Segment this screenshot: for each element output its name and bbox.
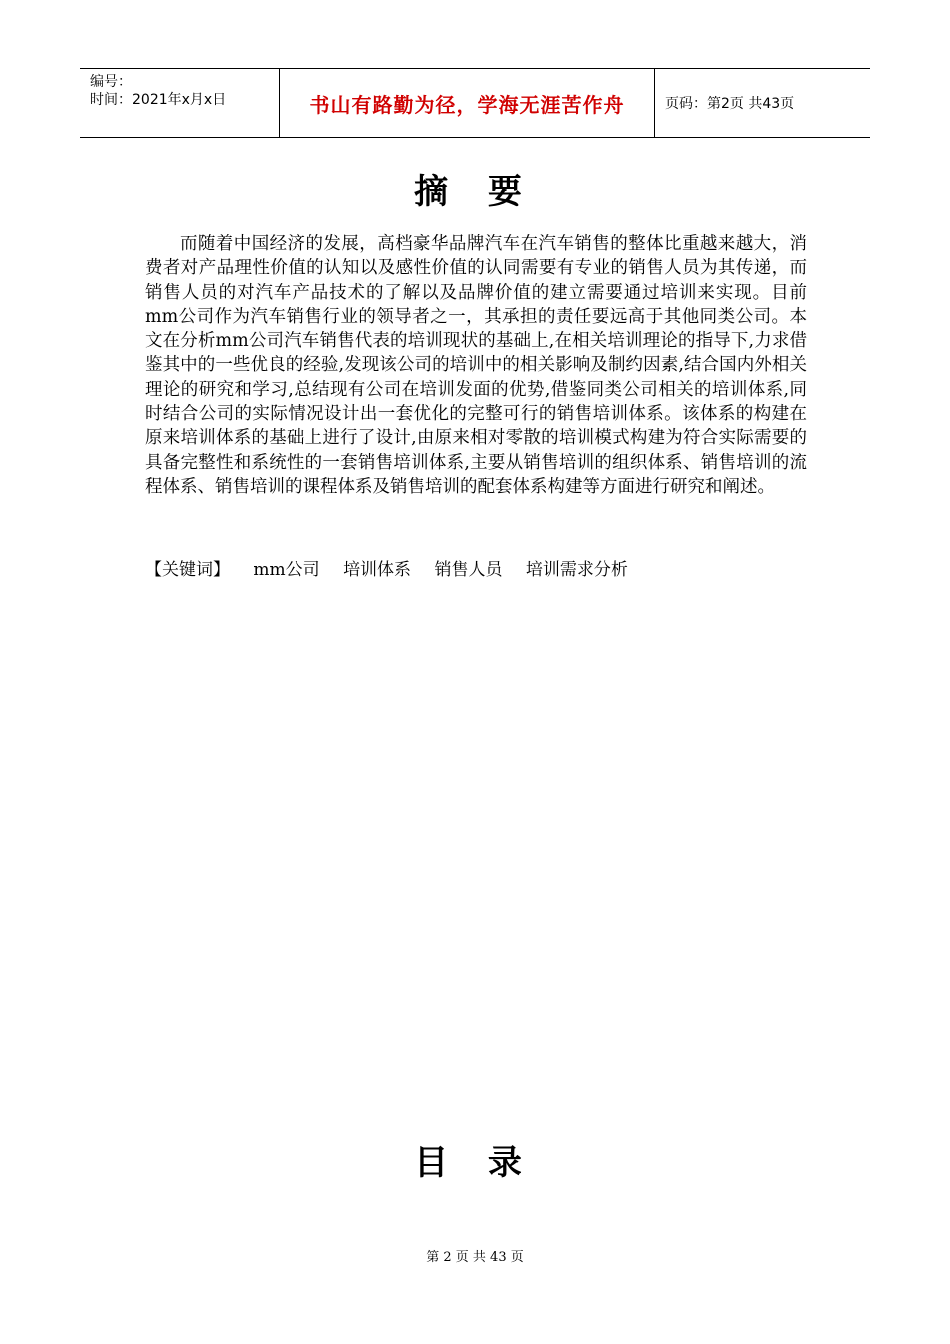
keyword-item: 培训体系 (343, 560, 412, 580)
toc-title: 目 录 (414, 1143, 536, 1183)
page-footer: 第 2 页 共 43 页 (426, 1250, 524, 1265)
keywords-line (145, 556, 646, 584)
keyword-item: 培训需求分析 (525, 560, 628, 580)
number-label: 编号： (90, 74, 132, 90)
header-page-info: 页码：第2页 共43页 (665, 96, 795, 112)
header-meta (80, 69, 280, 137)
keyword-item: mm公司 (253, 560, 320, 580)
keyword-item: 销售人员 (434, 560, 503, 580)
header-motto: 书山有路勤为径，学海无涯苦作舟 (280, 69, 655, 137)
abstract-body: 而随着中国经济的发展，高档豪华品牌汽车在汽车销售的整体比重越来越大，消费者对产品理性价值的认知以及感性价值的认同需要有专业的销售人员为其传递，而销售人员的对汽车产品技术的了解以及品牌价值的建立需要通过培训来实现。目前mm公司作为汽车销售行业的领导者之一，其承担的责任要远高于其他同类公司。本文在分析mm公司汽车销售代表的培训现状的基础上,在相关培训理论的指导下,力求借鉴其中的一些优良的经验,发现该公司的培训中的相关影响及制约因素,结合国内外相关理论的研究和学习,总结现有公司在培训发面的优势,借鉴同类公司相关的培训体系,同时结合公司的实际情况设计出一套优化的完整可行的销售培训体系。该体系的构建在原来培训体系的基础上进行了设计,由原来相对零散的培训模式构建为符合实际需要的具备完整性和系统性的一套销售培训体系,主要从销售培训的组织体系、销售培训的流程体系、销售培训的课程体系及销售培训的配套体系构建等方面进行研究和阐述。 (145, 234, 807, 497)
document-header (80, 68, 870, 138)
abstract-title: 摘 要 (414, 172, 536, 212)
keywords-label: 【关键词】 (145, 560, 230, 580)
time-label: 时间：2021年x月x日 (90, 92, 227, 108)
